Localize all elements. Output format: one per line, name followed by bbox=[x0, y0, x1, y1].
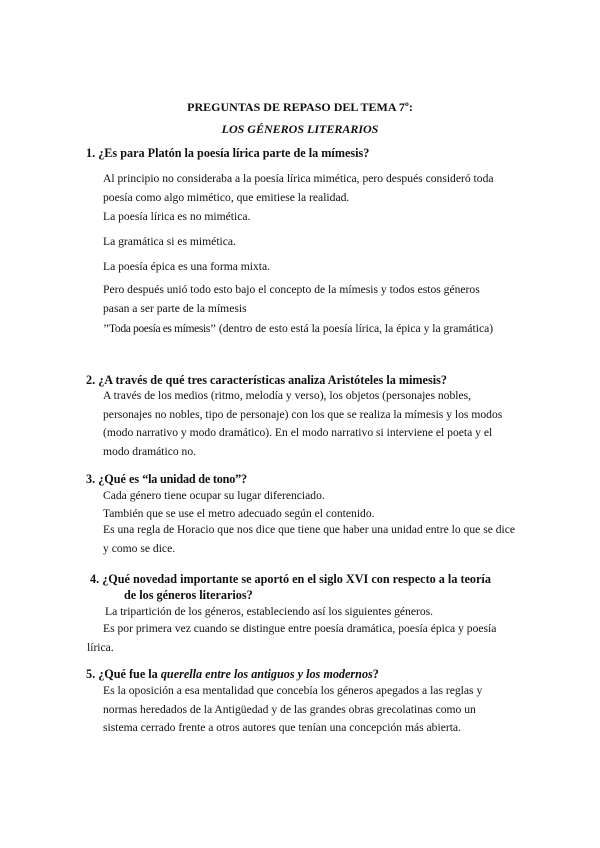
question-1-paragraph-3: La gramática si es mimética. bbox=[103, 235, 236, 248]
quote-explanation: (dentro de esto está la poesía lírica, la épica y la gramática) bbox=[215, 322, 494, 335]
question-3-line-2: También que se use el metro adecuado según el contenido. bbox=[103, 507, 375, 520]
question-1-paragraph-4: La poesía épica es una forma mixta. bbox=[103, 260, 271, 273]
question-4-line-1: La tripartición de los géneros, estableciendo así los siguientes géneros. bbox=[105, 605, 434, 618]
question-2-heading: 2. ¿A través de qué tres características analiza Aristóteles la mimesis? bbox=[86, 373, 447, 387]
question-3-heading bbox=[86, 472, 247, 487]
question-3-line-1: Cada género tiene ocupar su lugar diferenciado. bbox=[103, 489, 325, 502]
question-1-paragraph-2: La poesía lírica es no mimética. bbox=[103, 210, 251, 223]
question-1-paragraph-1: Al principio no consideraba a la poesía lírica mimética, pero después consideró toda poesía como algo mimético, que emitiese la realidad. bbox=[103, 172, 494, 204]
quote-text: ’’Toda poesía es mímesis’’ bbox=[103, 322, 216, 335]
question-4-heading-line-2: de los géneros literarios? bbox=[124, 588, 253, 602]
question-1-paragraph-5: Pero después unió todo esto bajo el concepto de la mímesis y todos estos géneros pasan a ser parte de la mímesis bbox=[103, 283, 480, 315]
question-5-heading-suffix: ? bbox=[372, 667, 379, 681]
question-5-heading-italic: querella entre los antiguos y los modernos bbox=[160, 667, 373, 681]
document-subtitle: LOS GÉNEROS LITERARIOS bbox=[221, 122, 379, 136]
question-5-heading-prefix: 5. ¿Qué fue la bbox=[86, 667, 161, 681]
question-1-paragraph-6 bbox=[103, 320, 503, 339]
question-5-paragraph-1: Es la oposición a esa mentalidad que concebía los géneros apegados a las reglas y normas heredados de la Antigüedad y de las grandes obras grecolatinas como un sistema cerrado frente a otros autores que tenían una concepción más abierta. bbox=[103, 684, 483, 734]
question-3-heading-prefix: 3. ¿Qué es bbox=[86, 472, 143, 486]
question-3-line-3: Es una regla de Horacio que nos dice que tiene que haber una unidad entre lo que se dice y como se dice. bbox=[103, 523, 516, 555]
document-title: PREGUNTAS DE REPASO DEL TEMA 7º: bbox=[187, 100, 413, 114]
question-3-heading-suffix: ? bbox=[241, 472, 248, 486]
question-1-heading: 1. ¿Es para Platón la poesía lírica parte de la mímesis? bbox=[86, 146, 370, 160]
question-4-heading-line-1: 4. ¿Qué novedad importante se aportó en el siglo XVI con respecto a la teoría bbox=[90, 572, 491, 586]
question-5-heading bbox=[86, 667, 379, 682]
question-3-heading-quote: “la unidad de tono” bbox=[142, 472, 242, 486]
question-2-paragraph-1: A través de los medios (ritmo, melodía y verso), los objetos (personajes nobles, personajes no nobles, tipo de personaje) con los que se realiza la mímesis y los modos (modo narrativo y modo dramático). En el modo narrativo si interviene el poeta y el modo dramático no. bbox=[103, 389, 503, 458]
question-4-line-2: Es por primera vez cuando se distingue entre poesía dramática, poesía épica y poesía lírica. bbox=[87, 622, 497, 654]
